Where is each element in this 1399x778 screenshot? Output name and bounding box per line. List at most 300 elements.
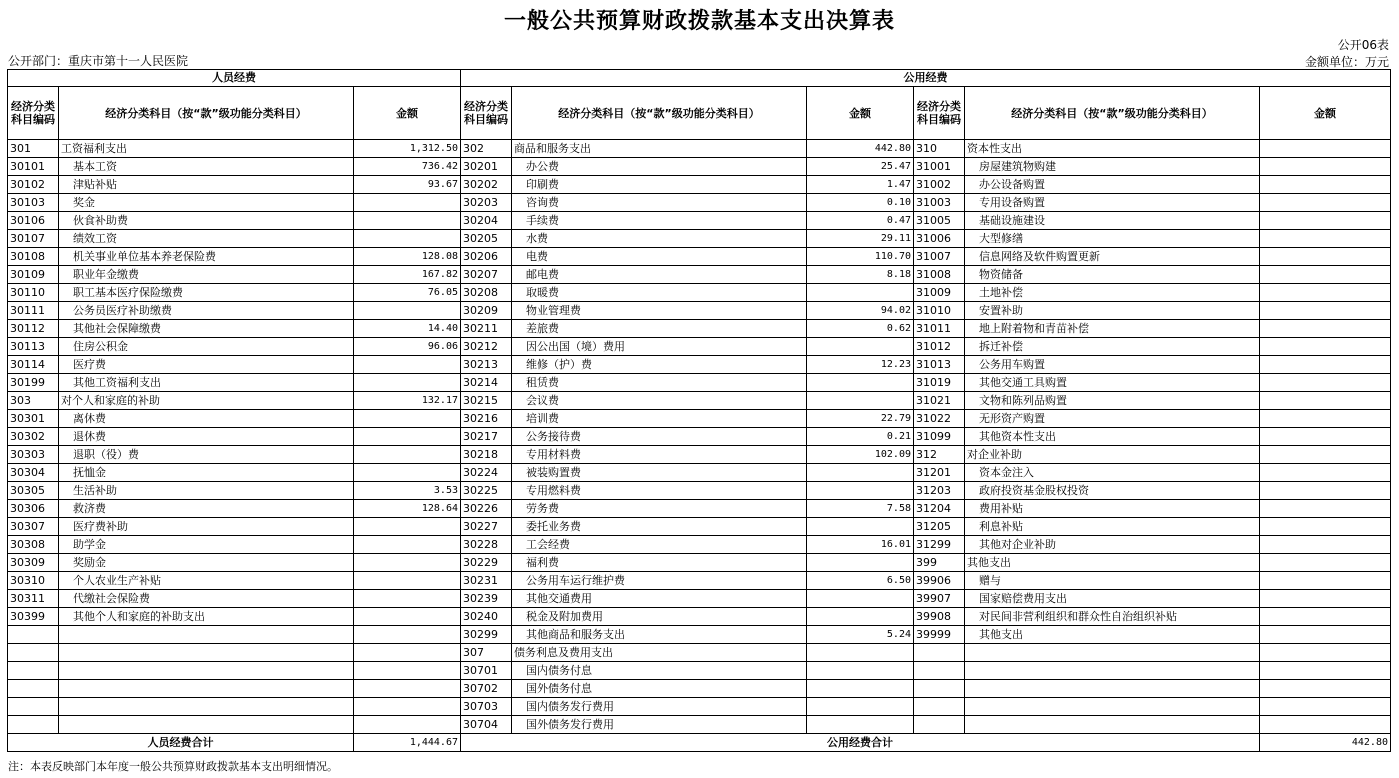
- cell-name: [59, 662, 354, 680]
- cell-amount: [807, 284, 914, 302]
- cell-name: 其他对企业补助: [965, 536, 1260, 554]
- table-row: [8, 464, 1391, 482]
- cell-code: 30305: [8, 482, 59, 500]
- header-code: 经济分类科目编码: [914, 87, 965, 140]
- cell-amount: [1260, 662, 1391, 680]
- cell-name: 对企业补助: [965, 446, 1260, 464]
- cell-name: 公务接待费: [512, 428, 807, 446]
- cell-code: 30307: [8, 518, 59, 536]
- table-row: [8, 482, 1391, 500]
- cell-amount: [807, 392, 914, 410]
- cell-amount: 76.05: [354, 284, 461, 302]
- public-total: 442.80: [1260, 734, 1391, 752]
- cell-code: 31013: [914, 356, 965, 374]
- cell-name: 维修（护）费: [512, 356, 807, 374]
- cell-name: 办公设备购置: [965, 176, 1260, 194]
- cell-code: 302: [461, 140, 512, 158]
- cell-amount: [807, 518, 914, 536]
- cell-code: 31002: [914, 176, 965, 194]
- cell-name: 国内债务发行费用: [512, 698, 807, 716]
- cell-amount: [354, 230, 461, 248]
- cell-amount: [807, 554, 914, 572]
- cell-amount: [1260, 518, 1391, 536]
- table-row: [8, 158, 1391, 176]
- cell-name: 基础设施建设: [965, 212, 1260, 230]
- header-amount: 金额: [1260, 87, 1391, 140]
- cell-amount: 442.80: [807, 140, 914, 158]
- cell-name: 委托业务费: [512, 518, 807, 536]
- cell-name: 住房公积金: [59, 338, 354, 356]
- cell-code: [8, 716, 59, 734]
- cell-amount: [1260, 410, 1391, 428]
- cell-name: 救济费: [59, 500, 354, 518]
- cell-code: 30215: [461, 392, 512, 410]
- cell-amount: 25.47: [807, 158, 914, 176]
- cell-code: 30704: [461, 716, 512, 734]
- cell-name: 资本性支出: [965, 140, 1260, 158]
- cell-name: 土地补偿: [965, 284, 1260, 302]
- cell-code: 30204: [461, 212, 512, 230]
- cell-code: 30205: [461, 230, 512, 248]
- cell-name: 国内债务付息: [512, 662, 807, 680]
- cell-name: [59, 698, 354, 716]
- cell-amount: 1,312.50: [354, 140, 461, 158]
- cell-code: 30399: [8, 608, 59, 626]
- cell-amount: [1260, 446, 1391, 464]
- table-row: [8, 536, 1391, 554]
- table-row: [8, 302, 1391, 320]
- cell-name: 印刷费: [512, 176, 807, 194]
- cell-name: 手续费: [512, 212, 807, 230]
- cell-name: 伙食补助费: [59, 212, 354, 230]
- cell-amount: [807, 590, 914, 608]
- cell-amount: 14.40: [354, 320, 461, 338]
- cell-code: 30213: [461, 356, 512, 374]
- cell-code: 30199: [8, 374, 59, 392]
- cell-name: 水费: [512, 230, 807, 248]
- cell-name: 利息补贴: [965, 518, 1260, 536]
- cell-name: 专用燃料费: [512, 482, 807, 500]
- cell-name: 费用补贴: [965, 500, 1260, 518]
- cell-amount: [354, 608, 461, 626]
- cell-name: 抚恤金: [59, 464, 354, 482]
- cell-name: 津贴补贴: [59, 176, 354, 194]
- cell-amount: 736.42: [354, 158, 461, 176]
- cell-amount: [807, 680, 914, 698]
- table-row: [8, 356, 1391, 374]
- cell-code: [914, 680, 965, 698]
- cell-code: 30227: [461, 518, 512, 536]
- cell-name: 商品和服务支出: [512, 140, 807, 158]
- cell-amount: 22.79: [807, 410, 914, 428]
- cell-amount: [1260, 356, 1391, 374]
- cell-amount: 167.82: [354, 266, 461, 284]
- cell-name: 其他工资福利支出: [59, 374, 354, 392]
- cell-name: 其他个人和家庭的补助支出: [59, 608, 354, 626]
- cell-code: 30109: [8, 266, 59, 284]
- cell-name: 文物和陈列品购置: [965, 392, 1260, 410]
- cell-name: 办公费: [512, 158, 807, 176]
- table-row: [8, 176, 1391, 194]
- cell-amount: [807, 464, 914, 482]
- cell-amount: [1260, 284, 1391, 302]
- cell-code: 31007: [914, 248, 965, 266]
- table-row: [8, 194, 1391, 212]
- cell-amount: 132.17: [354, 392, 461, 410]
- cell-name: 差旅费: [512, 320, 807, 338]
- cell-amount: [807, 338, 914, 356]
- cell-name: 其他资本性支出: [965, 428, 1260, 446]
- cell-code: 31099: [914, 428, 965, 446]
- group-personnel: 人员经费: [8, 70, 461, 87]
- table-row: [8, 284, 1391, 302]
- cell-name: 工会经费: [512, 536, 807, 554]
- cell-amount: [354, 572, 461, 590]
- cell-amount: [1260, 338, 1391, 356]
- cell-code: 31019: [914, 374, 965, 392]
- cell-name: 工资福利支出: [59, 140, 354, 158]
- table-row: [8, 680, 1391, 698]
- cell-amount: 0.21: [807, 428, 914, 446]
- cell-name: 其他支出: [965, 626, 1260, 644]
- personnel-total-label: 人员经费合计: [8, 734, 354, 752]
- cell-amount: [1260, 158, 1391, 176]
- cell-code: 30224: [461, 464, 512, 482]
- cell-code: 30209: [461, 302, 512, 320]
- cell-amount: 29.11: [807, 230, 914, 248]
- cell-code: 30202: [461, 176, 512, 194]
- cell-amount: [1260, 626, 1391, 644]
- cell-code: [914, 716, 965, 734]
- header-name: 经济分类科目（按“款”级功能分类科目）: [965, 87, 1260, 140]
- cell-name: 代缴社会保险费: [59, 590, 354, 608]
- cell-amount: [1260, 140, 1391, 158]
- cell-code: 31203: [914, 482, 965, 500]
- cell-name: 绩效工资: [59, 230, 354, 248]
- cell-name: 机关事业单位基本养老保险费: [59, 248, 354, 266]
- cell-code: 30308: [8, 536, 59, 554]
- cell-name: 被装购置费: [512, 464, 807, 482]
- cell-code: 30309: [8, 554, 59, 572]
- public-total-label: 公用经费合计: [461, 734, 1260, 752]
- table-row: [8, 374, 1391, 392]
- cell-amount: 93.67: [354, 176, 461, 194]
- group-public: 公用经费: [461, 70, 1391, 87]
- cell-code: 31005: [914, 212, 965, 230]
- cell-name: 无形资产购置: [965, 410, 1260, 428]
- cell-amount: 128.64: [354, 500, 461, 518]
- cell-amount: [1260, 554, 1391, 572]
- expenditure-table: [7, 69, 1391, 752]
- cell-name: 个人农业生产补贴: [59, 572, 354, 590]
- table-row: [8, 212, 1391, 230]
- cell-code: 39908: [914, 608, 965, 626]
- table-row: [8, 716, 1391, 734]
- cell-name: 其他交通工具购置: [965, 374, 1260, 392]
- cell-amount: [354, 626, 461, 644]
- table-row: [8, 500, 1391, 518]
- cell-name: [59, 716, 354, 734]
- cell-name: 福利费: [512, 554, 807, 572]
- cell-code: 30106: [8, 212, 59, 230]
- cell-code: 30303: [8, 446, 59, 464]
- cell-code: 30206: [461, 248, 512, 266]
- cell-amount: [807, 716, 914, 734]
- cell-code: 30108: [8, 248, 59, 266]
- table-row: [8, 608, 1391, 626]
- personnel-total: 1,444.67: [354, 734, 461, 752]
- cell-code: [914, 662, 965, 680]
- cell-name: 劳务费: [512, 500, 807, 518]
- cell-amount: [1260, 482, 1391, 500]
- cell-amount: [1260, 536, 1391, 554]
- cell-amount: [354, 446, 461, 464]
- cell-code: 30216: [461, 410, 512, 428]
- cell-amount: 8.18: [807, 266, 914, 284]
- cell-code: 30214: [461, 374, 512, 392]
- cell-name: 退休费: [59, 428, 354, 446]
- cell-code: [914, 644, 965, 662]
- cell-code: 30103: [8, 194, 59, 212]
- table-row: [8, 338, 1391, 356]
- cell-name: 医疗费: [59, 356, 354, 374]
- cell-amount: [1260, 680, 1391, 698]
- cell-amount: [354, 716, 461, 734]
- cell-code: 31201: [914, 464, 965, 482]
- cell-name: 拆迁补偿: [965, 338, 1260, 356]
- cell-name: 赠与: [965, 572, 1260, 590]
- cell-name: 政府投资基金股权投资: [965, 482, 1260, 500]
- cell-amount: [807, 374, 914, 392]
- cell-code: 31205: [914, 518, 965, 536]
- table-row: [8, 698, 1391, 716]
- cell-amount: [1260, 572, 1391, 590]
- cell-name: 奖励金: [59, 554, 354, 572]
- cell-code: 30703: [461, 698, 512, 716]
- cell-amount: [1260, 644, 1391, 662]
- cell-name: 地上附着物和青苗补偿: [965, 320, 1260, 338]
- cell-amount: 0.10: [807, 194, 914, 212]
- cell-name: 对民间非营利组织和群众性自治组织补贴: [965, 608, 1260, 626]
- cell-name: [965, 644, 1260, 662]
- cell-name: 离休费: [59, 410, 354, 428]
- cell-name: 咨询费: [512, 194, 807, 212]
- cell-name: [965, 662, 1260, 680]
- cell-amount: 6.50: [807, 572, 914, 590]
- cell-code: 30299: [461, 626, 512, 644]
- cell-code: 31006: [914, 230, 965, 248]
- cell-amount: [354, 464, 461, 482]
- cell-code: 30240: [461, 608, 512, 626]
- cell-code: 30310: [8, 572, 59, 590]
- cell-name: 邮电费: [512, 266, 807, 284]
- table-row: [8, 140, 1391, 158]
- cell-name: 专用材料费: [512, 446, 807, 464]
- cell-name: 国外债务付息: [512, 680, 807, 698]
- header-code: 经济分类科目编码: [461, 87, 512, 140]
- cell-amount: [1260, 194, 1391, 212]
- cell-code: 39906: [914, 572, 965, 590]
- header-code: 经济分类科目编码: [8, 87, 59, 140]
- cell-code: 30208: [461, 284, 512, 302]
- cell-name: 取暖费: [512, 284, 807, 302]
- cell-amount: [1260, 176, 1391, 194]
- cell-name: 房屋建筑物购建: [965, 158, 1260, 176]
- cell-amount: [354, 428, 461, 446]
- cell-amount: [354, 644, 461, 662]
- cell-code: 30702: [461, 680, 512, 698]
- table-row: [8, 572, 1391, 590]
- cell-amount: [354, 590, 461, 608]
- cell-code: 31009: [914, 284, 965, 302]
- cell-name: 会议费: [512, 392, 807, 410]
- cell-amount: [1260, 230, 1391, 248]
- table-row: [8, 410, 1391, 428]
- cell-name: 其他社会保障缴费: [59, 320, 354, 338]
- cell-name: 税金及附加费用: [512, 608, 807, 626]
- cell-amount: [807, 662, 914, 680]
- cell-amount: [1260, 248, 1391, 266]
- unit-label: 金额单位：万元: [1304, 55, 1389, 69]
- cell-amount: 96.06: [354, 338, 461, 356]
- cell-amount: [807, 608, 914, 626]
- cell-code: 30218: [461, 446, 512, 464]
- cell-name: 专用设备购置: [965, 194, 1260, 212]
- table-row: [8, 230, 1391, 248]
- table-row: [8, 392, 1391, 410]
- department-label: 公开部门：重庆市第十一人民医院: [8, 54, 189, 68]
- cell-amount: [1260, 428, 1391, 446]
- cell-code: 307: [461, 644, 512, 662]
- cell-code: 31299: [914, 536, 965, 554]
- cell-name: 其他支出: [965, 554, 1260, 572]
- cell-code: 30306: [8, 500, 59, 518]
- cell-code: 31001: [914, 158, 965, 176]
- cell-name: 物业管理费: [512, 302, 807, 320]
- cell-name: 大型修缮: [965, 230, 1260, 248]
- page-title: 一般公共预算财政拨款基本支出决算表: [503, 9, 895, 34]
- cell-amount: [1260, 320, 1391, 338]
- cell-code: 30231: [461, 572, 512, 590]
- cell-amount: 128.08: [354, 248, 461, 266]
- cell-amount: [1260, 716, 1391, 734]
- cell-amount: [1260, 500, 1391, 518]
- table-row: [8, 644, 1391, 662]
- cell-amount: [354, 194, 461, 212]
- cell-amount: [354, 698, 461, 716]
- cell-code: 31021: [914, 392, 965, 410]
- cell-name: 资本金注入: [965, 464, 1260, 482]
- cell-name: 职业年金缴费: [59, 266, 354, 284]
- cell-name: [59, 626, 354, 644]
- cell-name: [59, 680, 354, 698]
- cell-code: [8, 626, 59, 644]
- cell-name: 其他交通费用: [512, 590, 807, 608]
- cell-name: 公务用车购置: [965, 356, 1260, 374]
- cell-code: 30304: [8, 464, 59, 482]
- cell-code: 31204: [914, 500, 965, 518]
- cell-name: 债务利息及费用支出: [512, 644, 807, 662]
- cell-name: 国外债务发行费用: [512, 716, 807, 734]
- cell-amount: 1.47: [807, 176, 914, 194]
- cell-code: 31012: [914, 338, 965, 356]
- cell-name: 助学金: [59, 536, 354, 554]
- cell-code: 312: [914, 446, 965, 464]
- cell-amount: [354, 536, 461, 554]
- cell-name: [965, 698, 1260, 716]
- cell-amount: [1260, 590, 1391, 608]
- header-name: 经济分类科目（按“款”级功能分类科目）: [512, 87, 807, 140]
- cell-amount: 0.62: [807, 320, 914, 338]
- cell-code: [8, 680, 59, 698]
- table-row: [8, 248, 1391, 266]
- cell-amount: 110.70: [807, 248, 914, 266]
- cell-code: 301: [8, 140, 59, 158]
- cell-name: 职工基本医疗保险缴费: [59, 284, 354, 302]
- cell-code: 303: [8, 392, 59, 410]
- cell-name: [965, 716, 1260, 734]
- cell-name: 奖金: [59, 194, 354, 212]
- cell-code: 39999: [914, 626, 965, 644]
- cell-amount: [1260, 392, 1391, 410]
- cell-amount: [1260, 464, 1391, 482]
- cell-code: 30201: [461, 158, 512, 176]
- cell-name: 国家赔偿费用支出: [965, 590, 1260, 608]
- cell-code: 30228: [461, 536, 512, 554]
- cell-code: [8, 644, 59, 662]
- cell-code: [8, 662, 59, 680]
- cell-amount: [354, 302, 461, 320]
- cell-code: 30112: [8, 320, 59, 338]
- cell-code: 30114: [8, 356, 59, 374]
- cell-name: [59, 644, 354, 662]
- cell-name: 电费: [512, 248, 807, 266]
- cell-name: 对个人和家庭的补助: [59, 392, 354, 410]
- cell-amount: [1260, 212, 1391, 230]
- cell-code: 31011: [914, 320, 965, 338]
- cell-code: 30301: [8, 410, 59, 428]
- cell-amount: [1260, 374, 1391, 392]
- table-row: [8, 266, 1391, 284]
- cell-code: 30239: [461, 590, 512, 608]
- cell-code: 30311: [8, 590, 59, 608]
- cell-name: 安置补助: [965, 302, 1260, 320]
- cell-code: 39907: [914, 590, 965, 608]
- cell-amount: 102.09: [807, 446, 914, 464]
- cell-name: [965, 680, 1260, 698]
- cell-name: 其他商品和服务支出: [512, 626, 807, 644]
- cell-amount: [354, 212, 461, 230]
- cell-amount: 5.24: [807, 626, 914, 644]
- cell-amount: [1260, 266, 1391, 284]
- cell-amount: [354, 518, 461, 536]
- table-row: [8, 626, 1391, 644]
- cell-code: 30212: [461, 338, 512, 356]
- cell-name: 生活补助: [59, 482, 354, 500]
- table-row: [8, 428, 1391, 446]
- cell-code: 30211: [461, 320, 512, 338]
- table-row: [8, 554, 1391, 572]
- cell-amount: [1260, 698, 1391, 716]
- cell-amount: 0.47: [807, 212, 914, 230]
- cell-code: 30701: [461, 662, 512, 680]
- cell-code: 31010: [914, 302, 965, 320]
- header-amount: 金额: [354, 87, 461, 140]
- table-row: [8, 590, 1391, 608]
- footnote: 注：本表反映部门本年度一般公共预算财政拨款基本支出明细情况。: [8, 760, 338, 773]
- cell-code: 31022: [914, 410, 965, 428]
- cell-name: 物资储备: [965, 266, 1260, 284]
